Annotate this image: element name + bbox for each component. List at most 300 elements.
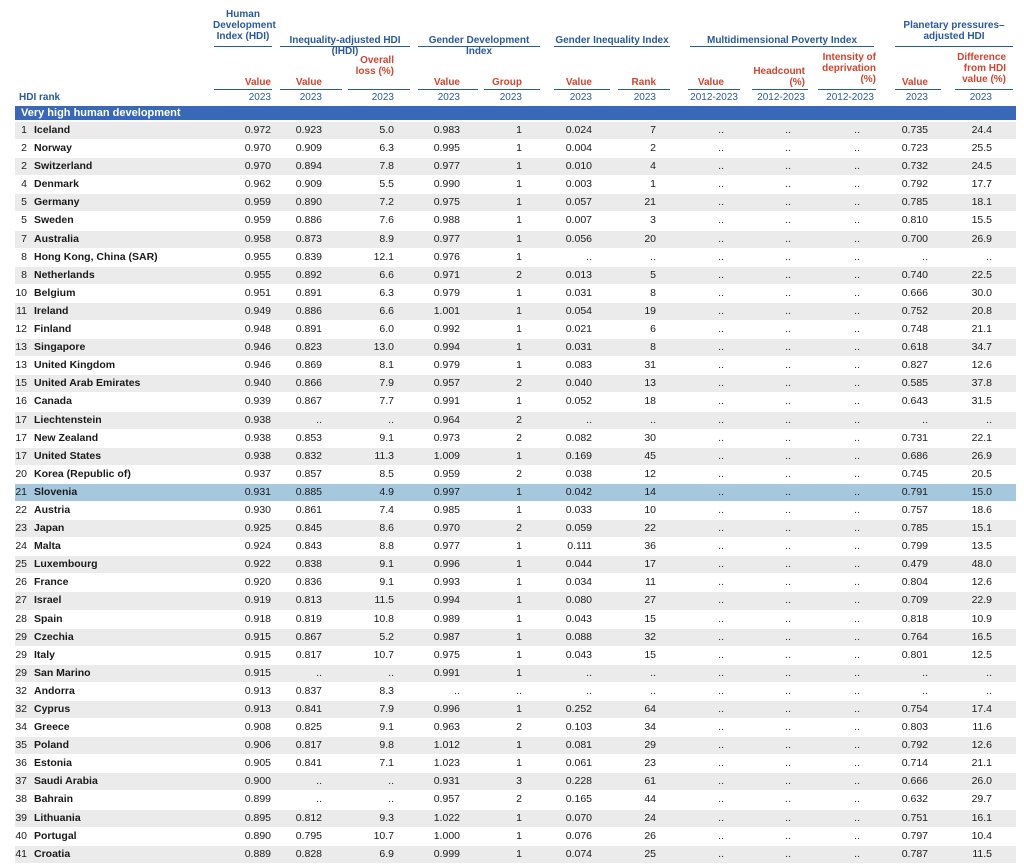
ihdi-value-cell: .. [316, 775, 322, 788]
hdi-value-cell: 0.955 [244, 268, 271, 281]
phdi-value-cell: 0.745 [901, 467, 928, 480]
hdi-value-cell: 0.915 [244, 630, 271, 643]
ihdi-value-cell: 0.836 [295, 576, 322, 589]
mpi-intensity-cell: .. [854, 449, 860, 462]
mpi-intensity-cell: .. [854, 503, 860, 516]
country-cell: United Kingdom [34, 359, 116, 372]
gii-value-cell: .. [586, 413, 592, 426]
gdi-value-cell: 0.970 [433, 522, 460, 535]
hdi-value-cell: 0.920 [244, 576, 271, 589]
table-row [15, 393, 1016, 411]
ihdi-loss-cell: 9.3 [379, 811, 394, 824]
gii-value-cell: .. [586, 666, 592, 679]
phdi-difference-cell: 10.9 [971, 612, 992, 625]
phdi-difference-cell: 12.6 [971, 739, 992, 752]
mpi-value-cell: .. [718, 721, 724, 734]
gdi-group-cell: 1 [516, 341, 522, 354]
sub-phdi-value: Value [901, 77, 928, 88]
year-ihdi-loss: 2023 [371, 92, 394, 103]
mpi-value-cell: .. [718, 594, 724, 607]
mpi-headcount-cell: .. [785, 666, 791, 679]
gdi-value-cell: 0.977 [433, 540, 460, 553]
hdi-rank-cell: 13 [15, 359, 27, 372]
gii-rank-cell: 8 [650, 286, 656, 299]
mpi-intensity-cell: .. [854, 739, 860, 752]
sub-mpi-headcount: Headcount (%) [753, 66, 805, 88]
mpi-intensity-cell: .. [854, 757, 860, 770]
phdi-value-cell: 0.731 [901, 431, 928, 444]
phdi-value-cell: 0.735 [901, 124, 928, 136]
phdi-difference-cell: 21.1 [971, 323, 992, 336]
gii-value-cell: 0.034 [565, 576, 592, 589]
hdi-rank-cell: 36 [15, 757, 27, 770]
gdi-value-cell: 0.987 [433, 630, 460, 643]
gii-value-cell: 0.111 [567, 540, 592, 553]
ihdi-value-cell: 0.841 [295, 703, 322, 715]
mpi-intensity-cell: .. [854, 178, 860, 191]
phdi-value-cell: 0.797 [901, 829, 928, 842]
gdi-group-cell: 1 [516, 703, 522, 715]
mpi-headcount-cell: .. [785, 757, 791, 770]
hdi-rank-cell: 25 [15, 558, 27, 571]
hdi-rank-cell: 11 [16, 304, 27, 317]
mpi-headcount-cell: .. [785, 124, 791, 136]
gii-rank-cell: 11 [645, 576, 656, 589]
gii-value-cell: 0.169 [565, 449, 592, 462]
section-band-very-high: Very high human development [15, 106, 1016, 120]
mpi-headcount-cell: .. [785, 775, 791, 788]
phdi-value-cell: 0.618 [901, 341, 928, 354]
gdi-value-cell: 0.985 [433, 503, 460, 516]
mpi-headcount-cell: .. [785, 576, 791, 589]
sub-gdi-group: Group [492, 77, 522, 88]
ihdi-loss-cell: 7.2 [379, 196, 394, 209]
mpi-headcount-cell: .. [785, 286, 791, 299]
mpi-intensity-cell: .. [854, 829, 860, 842]
gii-value-cell: 0.033 [565, 503, 592, 516]
gii-rank-cell: 18 [644, 395, 656, 408]
gdi-group-cell: 1 [516, 576, 522, 589]
mpi-headcount-cell: .. [785, 485, 791, 498]
table-row [15, 574, 1016, 592]
country-cell: Denmark [34, 178, 79, 191]
country-cell: Cyprus [34, 703, 71, 715]
table-row [15, 828, 1016, 846]
mpi-intensity-cell: .. [854, 612, 860, 625]
ihdi-loss-cell: .. [388, 793, 394, 806]
gdi-group-cell: 1 [516, 250, 522, 263]
mpi-value-cell: .. [718, 323, 724, 336]
gii-value-cell: 0.044 [565, 558, 592, 571]
mpi-headcount-cell: .. [785, 811, 791, 824]
mpi-headcount-cell: .. [785, 648, 791, 661]
phdi-group-title: Planetary pressures– adjusted HDI [903, 20, 1005, 42]
gdi-value-cell: 0.977 [433, 160, 460, 173]
ihdi-loss-cell: 9.1 [379, 576, 394, 589]
phdi-difference-cell: 16.1 [971, 811, 992, 824]
gdi-group-cell: 2 [516, 413, 522, 426]
gii-rank-cell: 8 [650, 341, 656, 354]
phdi-value-cell: 0.709 [901, 594, 928, 607]
gdi-value-cell: 1.001 [433, 304, 460, 317]
hdi-value-cell: 0.951 [244, 286, 271, 299]
phdi-difference-cell: 25.5 [971, 142, 992, 155]
mpi-value-cell: .. [718, 558, 724, 571]
mpi-intensity-cell: .. [854, 304, 860, 317]
table-row [15, 140, 1016, 158]
phdi-difference-cell: 18.1 [971, 196, 992, 209]
year-rule-8 [688, 89, 740, 90]
mpi-intensity-cell: .. [854, 522, 860, 535]
phdi-group-rule [895, 46, 1013, 47]
phdi-value-cell: .. [922, 413, 928, 426]
gii-rank-cell: 27 [644, 594, 656, 607]
ihdi-value-cell: .. [316, 793, 322, 806]
gdi-value-cell: 1.000 [433, 829, 460, 842]
year-gdi-group: 2023 [499, 92, 522, 103]
mpi-value-cell: .. [718, 268, 724, 281]
hdi-rank-cell: 16 [15, 395, 27, 408]
hdi-value-cell: 0.972 [244, 124, 271, 136]
year-phdi-difference: 2023 [969, 92, 992, 103]
gdi-value-cell: 0.957 [433, 377, 460, 390]
gdi-value-cell: 0.990 [433, 178, 460, 191]
hdi-value-cell: 0.959 [244, 214, 271, 227]
table-header [0, 0, 1024, 106]
mpi-headcount-cell: .. [785, 793, 791, 806]
mpi-headcount-cell: .. [785, 359, 791, 372]
ihdi-loss-cell: 11.3 [374, 449, 394, 462]
mpi-headcount-cell: .. [785, 594, 791, 607]
mpi-headcount-cell: .. [785, 323, 791, 336]
ihdi-loss-cell: 7.9 [379, 377, 394, 390]
table-row [15, 285, 1016, 303]
mpi-value-cell: .. [718, 359, 724, 372]
phdi-value-cell: 0.764 [901, 630, 928, 643]
gdi-value-cell: 0.971 [433, 268, 460, 281]
ihdi-value-cell: 0.845 [295, 522, 322, 535]
ihdi-loss-cell: 7.1 [379, 757, 394, 770]
hdi-value-cell: 0.949 [244, 304, 271, 317]
gii-value-cell: 0.252 [565, 703, 592, 715]
gdi-value-cell: 0.988 [433, 214, 460, 227]
gdi-value-cell: 0.994 [433, 341, 460, 354]
ihdi-value-cell: 0.857 [295, 467, 322, 480]
sub-mpi-intensity: Intensity of deprivation (%) [822, 52, 876, 85]
year-rule-3 [348, 89, 410, 90]
hdi-value-cell: 0.895 [244, 811, 271, 824]
mpi-headcount-cell: .. [785, 522, 791, 535]
gdi-group-cell: 1 [516, 304, 522, 317]
gdi-group-cell: 1 [516, 540, 522, 553]
mpi-intensity-cell: .. [854, 395, 860, 408]
gii-value-cell: 0.024 [565, 124, 592, 136]
hdi-rank-cell: 24 [15, 540, 27, 553]
mpi-headcount-cell: .. [785, 829, 791, 842]
ihdi-value-cell: .. [316, 666, 322, 679]
gii-value-cell: 0.059 [565, 522, 592, 535]
ihdi-loss-cell: 6.3 [379, 286, 394, 299]
gii-value-cell: 0.088 [565, 630, 592, 643]
hdi-value-cell: 0.900 [244, 775, 271, 788]
phdi-difference-cell: 22.1 [971, 431, 992, 444]
mpi-value-cell: .. [718, 232, 724, 245]
phdi-value-cell: 0.791 [901, 485, 928, 498]
country-cell: San Marino [34, 666, 91, 679]
mpi-headcount-cell: .. [785, 395, 791, 408]
gdi-value-cell: 0.996 [433, 558, 460, 571]
gii-value-cell: 0.031 [565, 286, 592, 299]
mpi-headcount-cell: .. [785, 341, 791, 354]
table-row [15, 357, 1016, 375]
year-rule-2 [280, 89, 342, 90]
year-rule-7 [618, 89, 670, 90]
hdi-value-cell: 0.959 [244, 196, 271, 209]
ihdi-loss-cell: 8.6 [379, 522, 394, 535]
mpi-intensity-cell: .. [854, 413, 860, 426]
ihdi-loss-cell: 9.1 [379, 721, 394, 734]
mpi-value-cell: .. [718, 793, 724, 806]
ihdi-loss-cell: 9.8 [379, 739, 394, 752]
mpi-headcount-cell: .. [785, 196, 791, 209]
country-cell: United Arab Emirates [34, 377, 141, 390]
phdi-difference-cell: 10.4 [971, 829, 992, 842]
gdi-group-cell: 1 [516, 648, 522, 661]
phdi-value-cell: 0.479 [901, 558, 928, 571]
country-cell: Portugal [34, 829, 77, 842]
ihdi-value-cell: 0.886 [295, 304, 322, 317]
gii-value-cell: 0.056 [565, 232, 592, 245]
country-cell: Hong Kong, China (SAR) [34, 250, 158, 263]
gii-group-rule [554, 46, 670, 47]
phdi-difference-cell: 15.1 [971, 522, 992, 535]
gdi-value-cell: 1.012 [433, 739, 460, 752]
gdi-group-cell: 1 [516, 558, 522, 571]
phdi-difference-cell: 37.8 [971, 377, 992, 390]
phdi-difference-cell: .. [986, 413, 992, 426]
mpi-headcount-cell: .. [785, 684, 791, 697]
table-row [15, 231, 1016, 249]
hdi-value-cell: 0.958 [244, 232, 271, 245]
gii-rank-cell: 22 [644, 522, 656, 535]
gii-value-cell: 0.021 [565, 323, 592, 336]
gii-rank-cell: 13 [644, 377, 656, 390]
ihdi-value-cell: 0.819 [295, 612, 322, 625]
gii-value-cell: 0.043 [565, 648, 592, 661]
table-row [15, 339, 1016, 357]
mpi-headcount-cell: .. [785, 431, 791, 444]
country-cell: Korea (Republic of) [34, 467, 131, 480]
mpi-intensity-cell: .. [854, 341, 860, 354]
hdi-rank-label: HDI rank [19, 92, 61, 103]
table-row [15, 737, 1016, 755]
hdi-rank-cell: 5 [21, 214, 27, 227]
gii-value-cell: 0.010 [565, 160, 592, 173]
hdi-rank-cell: 2 [21, 160, 27, 173]
ihdi-loss-cell: 13.0 [373, 341, 394, 354]
ihdi-value-cell: 0.909 [295, 178, 322, 191]
country-cell: Malta [34, 540, 61, 553]
mpi-headcount-cell: .. [785, 178, 791, 191]
ihdi-loss-cell: 9.1 [379, 431, 394, 444]
gii-rank-cell: 10 [644, 503, 656, 516]
hdi-rank-cell: 17 [15, 449, 27, 462]
phdi-value-cell: 0.666 [901, 286, 928, 299]
ihdi-value-cell: 0.841 [295, 757, 322, 770]
hdi-value-cell: 0.938 [244, 413, 271, 426]
mpi-intensity-cell: .. [854, 196, 860, 209]
ihdi-value-cell: 0.812 [295, 811, 322, 824]
ihdi-loss-cell: 10.8 [373, 612, 394, 625]
mpi-headcount-cell: .. [785, 612, 791, 625]
mpi-headcount-cell: .. [785, 449, 791, 462]
mpi-intensity-cell: .. [854, 467, 860, 480]
mpi-intensity-cell: .. [854, 268, 860, 281]
gii-rank-cell: 3 [650, 214, 656, 227]
hdi-rank-cell: 1 [21, 124, 27, 136]
gii-value-cell: 0.070 [565, 811, 592, 824]
gii-rank-cell: 61 [644, 775, 656, 788]
phdi-value-cell: .. [922, 666, 928, 679]
phdi-value-cell: 0.740 [901, 268, 928, 281]
hdi-value-cell: 0.946 [244, 341, 271, 354]
phdi-difference-cell: 20.8 [971, 304, 992, 317]
mpi-value-cell: .. [718, 522, 724, 535]
mpi-intensity-cell: .. [854, 811, 860, 824]
sub-phdi-difference: Difference from HDI value (%) [957, 52, 1006, 85]
table-row [15, 556, 1016, 574]
sub-gii-value: Value [565, 77, 592, 88]
hdi-rank-cell: 15 [15, 377, 27, 390]
ihdi-loss-cell: 6.9 [379, 847, 394, 860]
phdi-difference-cell: 21.1 [971, 757, 992, 770]
phdi-difference-cell: 48.0 [971, 558, 992, 571]
mpi-headcount-cell: .. [785, 232, 791, 245]
mpi-intensity-cell: .. [854, 703, 860, 715]
mpi-intensity-cell: .. [854, 847, 860, 860]
mpi-headcount-cell: .. [785, 503, 791, 516]
hdi-rank-cell: 37 [15, 775, 27, 788]
mpi-headcount-cell: .. [785, 304, 791, 317]
mpi-headcount-cell: .. [785, 413, 791, 426]
hdi-rank-cell: 8 [21, 250, 27, 263]
hdi-rank-cell: 26 [15, 576, 27, 589]
country-cell: Israel [34, 594, 62, 607]
gdi-value-cell: 0.959 [433, 467, 460, 480]
hdi-rank-cell: 10 [15, 286, 27, 299]
mpi-intensity-cell: .. [854, 142, 860, 155]
gdi-group-cell: 2 [516, 268, 522, 281]
table-row [15, 791, 1016, 809]
ihdi-loss-cell: 8.5 [379, 467, 394, 480]
gii-value-cell: 0.052 [565, 395, 592, 408]
year-mpi-value: 2012-2023 [690, 92, 738, 103]
gdi-value-cell: 0.996 [433, 703, 460, 715]
phdi-difference-cell: 17.4 [971, 703, 992, 715]
hdi-value-cell: 0.913 [244, 684, 271, 697]
ihdi-value-cell: 0.795 [295, 829, 322, 842]
hdi-value-cell: 0.938 [244, 431, 271, 444]
gii-value-cell: 0.043 [565, 612, 592, 625]
mpi-value-cell: .. [718, 286, 724, 299]
gdi-group-cell: 1 [516, 196, 522, 209]
ihdi-value-cell: 0.867 [295, 630, 322, 643]
year-rule-5 [484, 89, 540, 90]
phdi-difference-cell: 24.5 [971, 160, 992, 173]
mpi-intensity-cell: .. [854, 558, 860, 571]
gdi-group-cell: 1 [516, 630, 522, 643]
table-row [15, 267, 1016, 285]
table-row [15, 773, 1016, 791]
country-cell: Australia [34, 232, 79, 245]
gii-value-cell: 0.165 [565, 793, 592, 806]
table-row [15, 412, 1016, 430]
ihdi-value-cell: 0.861 [295, 503, 322, 516]
gii-rank-cell: 30 [644, 431, 656, 444]
mpi-value-cell: .. [718, 612, 724, 625]
hdi-rank-cell: 28 [15, 612, 27, 625]
mpi-value-cell: .. [718, 630, 724, 643]
gdi-value-cell: 0.973 [433, 431, 460, 444]
ihdi-loss-cell: 7.9 [379, 703, 394, 715]
mpi-intensity-cell: .. [854, 359, 860, 372]
phdi-difference-cell: 13.5 [971, 540, 992, 553]
phdi-difference-cell: .. [986, 684, 992, 697]
ihdi-loss-cell: 8.1 [379, 359, 394, 372]
country-cell: Luxembourg [34, 558, 98, 571]
phdi-difference-cell: 24.4 [971, 124, 992, 136]
gii-rank-cell: 45 [644, 449, 656, 462]
gii-value-cell: 0.004 [565, 142, 592, 155]
gdi-group-cell: 1 [516, 739, 522, 752]
country-cell: United States [34, 449, 102, 462]
hdi-group-title: Human Development Index (HDI) [213, 9, 276, 42]
table-row [15, 647, 1016, 665]
mpi-headcount-cell: .. [785, 630, 791, 643]
ihdi-value-cell: 0.885 [295, 485, 322, 498]
hdi-rank-cell: 23 [15, 522, 27, 535]
year-mpi-headcount: 2012-2023 [757, 92, 805, 103]
gdi-group-cell: 1 [516, 757, 522, 770]
hdi-value-cell: 0.931 [244, 485, 271, 498]
gdi-group-cell: 1 [516, 323, 522, 336]
sub-gii-rank: Rank [631, 77, 656, 88]
table-row [15, 538, 1016, 556]
sub-gdi-value: Value [433, 77, 460, 88]
gdi-value-cell: 0.999 [433, 847, 460, 860]
ihdi-value-cell: 0.869 [295, 359, 322, 372]
mpi-headcount-cell: .. [785, 540, 791, 553]
mpi-value-cell: .. [718, 196, 724, 209]
gdi-value-cell: .. [454, 684, 460, 697]
mpi-value-cell: .. [718, 341, 724, 354]
gii-rank-cell: 7 [650, 124, 656, 136]
hdi-value-cell: 0.930 [244, 503, 271, 516]
table-row [15, 176, 1016, 194]
gdi-group-cell: 1 [516, 503, 522, 516]
sub-hdi-value: Value [244, 77, 271, 88]
mpi-intensity-cell: .. [854, 684, 860, 697]
year-rule-9 [752, 89, 808, 90]
hdi-rank-cell: 8 [21, 268, 27, 281]
table-row [15, 430, 1016, 448]
gii-value-cell: .. [586, 250, 592, 263]
ihdi-loss-cell: 8.3 [379, 684, 394, 697]
gii-value-cell: 0.042 [565, 485, 592, 498]
gdi-value-cell: 0.976 [433, 250, 460, 263]
mpi-value-cell: .. [718, 775, 724, 788]
gdi-group-cell: 1 [516, 485, 522, 498]
